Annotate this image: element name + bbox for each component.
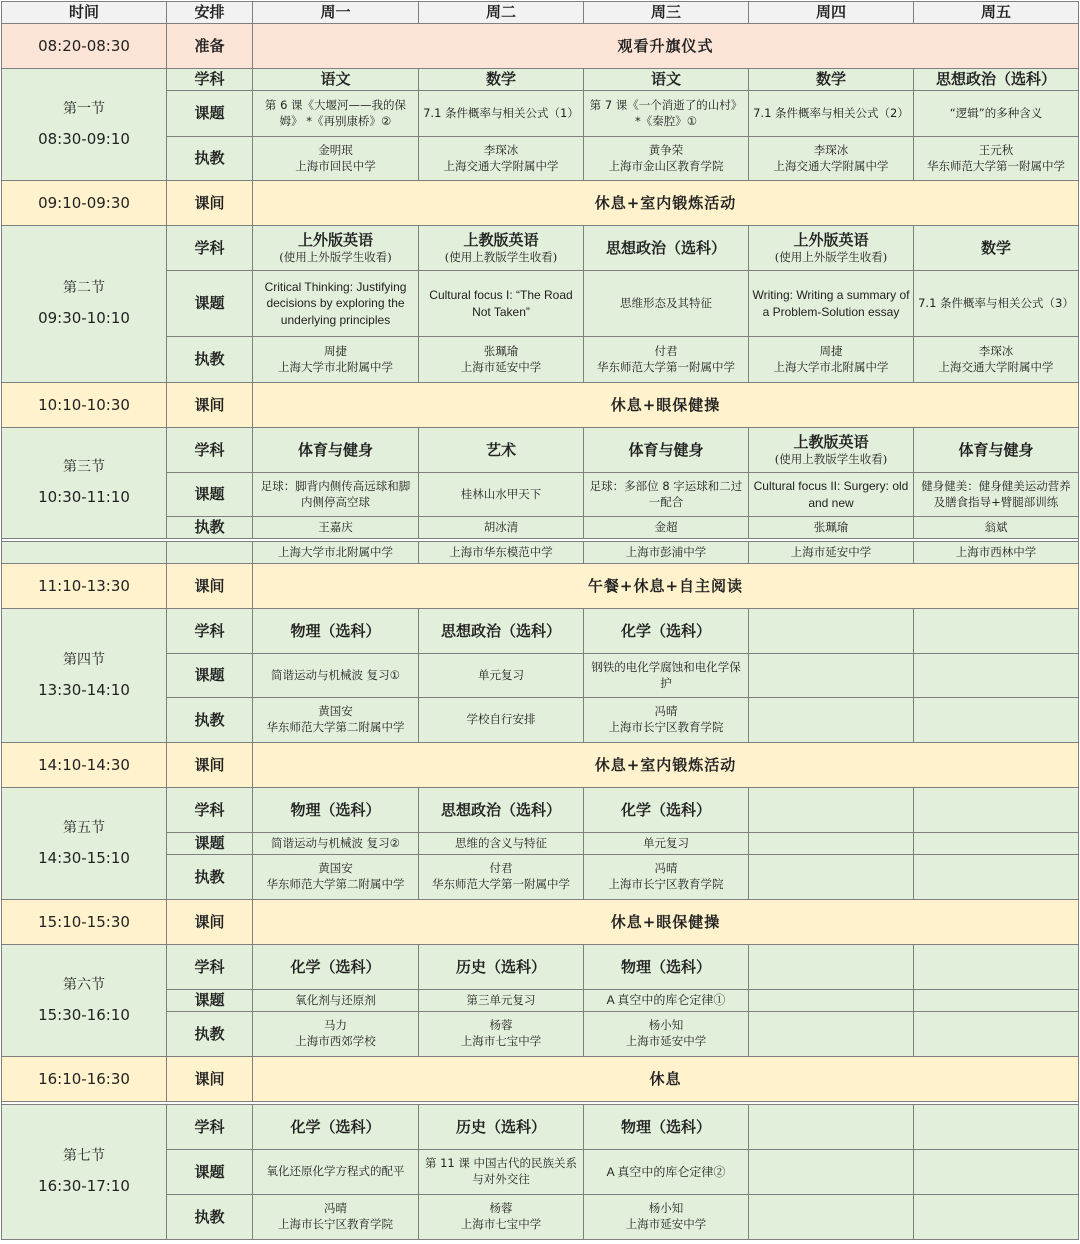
teacher-school: 上海市彭浦中学 [584, 542, 749, 564]
period-section: 第三节 [63, 459, 105, 476]
break-label: 课间 [167, 900, 253, 945]
break-activity: 休息+室内锻炼活动 [253, 743, 1079, 788]
subject-cell [253, 788, 419, 833]
subject-cell [749, 1105, 914, 1150]
topic-cell [749, 1150, 914, 1195]
topic-cell: 第 6 课《大堰河——我的保姆》 *《再别康桥》② [253, 91, 419, 137]
period-time-cell [2, 428, 167, 539]
teacher-school: 上海市延安中学 [460, 359, 542, 374]
teacher-cell [253, 517, 419, 539]
period-time: 14:30-15:10 [38, 848, 130, 867]
period-time-cell [2, 788, 167, 900]
teacher-name: 李琛冰 [978, 343, 1014, 358]
topic-cell [914, 654, 1079, 698]
prep-time: 08:20-08:30 [2, 24, 167, 69]
subject-name: 化学（选科） [620, 800, 711, 819]
topic-cell [914, 990, 1079, 1012]
teacher-cell [419, 137, 584, 181]
topic-cell: Cultural focus I: “The Road Not Taken” [419, 271, 584, 337]
label-topic: 课题 [167, 91, 253, 137]
prep-row [2, 24, 1079, 69]
teacher-name: 胡冰清 [483, 519, 519, 534]
topic-cell: 第 11 课 中国古代的民族关系与对外交往 [419, 1150, 584, 1195]
label-teacher: 执教 [167, 1012, 253, 1057]
teacher-name: 付君 [654, 343, 678, 358]
subject-name: 艺术 [485, 440, 516, 459]
break-row [2, 181, 1079, 226]
teacher-school: 华东师范大学第二附属中学 [266, 877, 405, 891]
label-teacher: 执教 [167, 137, 253, 181]
header-time: 时间 [2, 2, 167, 24]
teacher-school: 上海市长宁区教育学院 [278, 1217, 393, 1231]
teacher-name: 周捷 [819, 343, 843, 358]
topic-cell: 思维形态及其特征 [584, 271, 749, 337]
teacher-school: 上海市延安中学 [749, 542, 914, 564]
teacher-name: 马力 [324, 1018, 347, 1033]
break-row [2, 900, 1079, 945]
teacher-school: 上海市长宁区教育学院 [608, 877, 724, 891]
period-section: 第六节 [63, 976, 105, 993]
topic-cell: A 真空中的库仑定律① [584, 990, 749, 1012]
label-subject: 学科 [167, 226, 253, 271]
teacher-cell [584, 855, 749, 900]
label-topic: 课题 [167, 1150, 253, 1195]
teacher-school: 上海市七宝中学 [460, 1034, 542, 1048]
subject-name: 化学（选科） [620, 621, 711, 640]
period-section: 第七节 [63, 1148, 105, 1165]
period-time-cell [2, 1105, 167, 1240]
subject-name: 化学（选科） [290, 957, 381, 976]
teacher-name: 杨蓉 [489, 1201, 513, 1216]
prep-label: 准备 [167, 24, 253, 69]
teacher-name: 王嘉庆 [318, 519, 353, 534]
teacher-cell [914, 517, 1079, 539]
break-activity: 午餐+休息+自主阅读 [253, 564, 1079, 609]
teacher-school: 上海市回民中学 [295, 158, 376, 173]
subject-cell [914, 1105, 1079, 1150]
period-section: 第一节 [63, 100, 105, 117]
schedule-table [1, 1, 1079, 1240]
teacher-school: 上海交通大学附属中学 [938, 359, 1054, 374]
topic-cell: “逻辑”的多种含义 [914, 91, 1079, 137]
subject-cell [584, 69, 749, 91]
teacher-name: 学校自行安排 [466, 712, 536, 727]
label-subject: 学科 [167, 69, 253, 91]
break-time: 15:10-15:30 [2, 900, 167, 945]
topic-cell: 7.1 条件概率与相关公式（2） [749, 91, 914, 137]
teacher-cell [584, 1012, 749, 1057]
teacher-name: 张珮瑜 [813, 519, 849, 534]
topic-cell: 第三单元复习 [419, 990, 584, 1012]
topic-cell: 钢铁的电化学腐蚀和电化学保护 [584, 654, 749, 698]
teacher-name: 黄争荣 [648, 142, 684, 157]
teacher-cell [914, 137, 1079, 181]
subject-cell [419, 788, 584, 833]
teacher-cell [419, 337, 584, 383]
topic-cell [749, 833, 914, 855]
teacher-school: 华东师范大学第一附属中学 [597, 359, 735, 374]
teacher-cell [749, 517, 914, 539]
teacher-cell [253, 855, 419, 900]
period-subject-row [2, 1105, 1079, 1150]
subject-name: 语文 [320, 70, 351, 89]
header-day-wed: 周三 [584, 2, 749, 24]
break-label: 课间 [167, 181, 253, 226]
subject-note: (使用上外版学生收看) [774, 250, 888, 265]
teacher-school: 华东师范大学第一附属中学 [432, 877, 570, 891]
teacher-name: 杨小知 [648, 1018, 684, 1033]
subject-cell [749, 609, 914, 654]
subject-name: 体育与健身 [297, 440, 373, 459]
topic-cell: 思维的含义与特征 [419, 833, 584, 855]
teacher-cell [419, 1195, 584, 1240]
subject-name: 上教版英语 [463, 231, 539, 250]
teacher-school: 上海大学市北附属中学 [278, 359, 393, 374]
subject-name: 物理（选科） [620, 957, 711, 976]
subject-name: 体育与健身 [958, 440, 1034, 459]
teacher-school: 上海市长宁区教育学院 [608, 720, 724, 734]
subject-cell [419, 1105, 584, 1150]
subject-cell [253, 69, 419, 91]
teacher-cell [914, 1012, 1079, 1057]
teacher-cell [914, 698, 1079, 743]
break-time: 14:10-14:30 [2, 743, 167, 788]
teacher-school: 上海市西郊学校 [295, 1034, 376, 1048]
break-activity: 休息 [253, 1057, 1079, 1102]
break-row [2, 1057, 1079, 1102]
teacher-school: 上海市延安中学 [625, 1217, 707, 1231]
subject-cell [419, 428, 584, 473]
topic-cell: A 真空中的库仑定律② [584, 1150, 749, 1195]
period-subject-row [2, 226, 1079, 271]
teacher-cell [749, 855, 914, 900]
period-time: 13:30-14:10 [38, 680, 130, 699]
teacher-cell [584, 698, 749, 743]
period-school-row [2, 542, 1079, 564]
teacher-school: 华东师范大学第二附属中学 [266, 720, 405, 734]
period-time: 15:30-16:10 [38, 1005, 130, 1024]
break-label: 课间 [167, 564, 253, 609]
subject-cell [749, 69, 914, 91]
teacher-cell [914, 337, 1079, 383]
teacher-name: 付君 [489, 861, 513, 876]
teacher-name: 翁斌 [984, 519, 1008, 534]
topic-cell: Critical Thinking: Justifying decisions by exploring the underlying principles [253, 271, 419, 337]
subject-name: 上教版英语 [793, 433, 869, 452]
label-topic: 课题 [167, 271, 253, 337]
topic-cell: 7.1 条件概率与相关公式（1） [419, 91, 584, 137]
period-subject-row [2, 69, 1079, 91]
period-section: 第二节 [63, 280, 105, 297]
subject-cell [253, 226, 419, 271]
teacher-name: 张珮瑜 [483, 343, 519, 358]
topic-cell: 简谐运动与机械波 复习② [253, 833, 419, 855]
break-activity: 休息+眼保健操 [253, 900, 1079, 945]
label-topic: 课题 [167, 990, 253, 1012]
teacher-name: 杨小知 [648, 1201, 684, 1216]
subject-name: 思想政治（选科） [935, 70, 1056, 89]
topic-cell: 氧化还原化学方程式的配平 [253, 1150, 419, 1195]
teacher-cell [749, 137, 914, 181]
topic-cell: 单元复习 [419, 654, 584, 698]
subject-cell [749, 428, 914, 473]
period-subject-row [2, 788, 1079, 833]
topic-cell: Cultural focus II: Surgery: old and new [749, 473, 914, 517]
subject-cell [914, 609, 1079, 654]
subject-name: 思想政治（选科） [605, 238, 726, 257]
subject-cell [749, 226, 914, 271]
teacher-name: 冯晴 [654, 861, 678, 876]
subject-note: (使用上教版学生收看) [444, 250, 558, 265]
topic-cell: 健身健美：健身健美运动营养及膳食指导+臂腿部训练 [914, 473, 1079, 517]
teacher-cell [419, 1012, 584, 1057]
label-teacher: 执教 [167, 517, 253, 539]
topic-cell: 足球：脚背内侧传高远球和脚内侧停高空球 [253, 473, 419, 517]
subject-name: 体育与健身 [628, 440, 704, 459]
subject-name: 上外版英语 [793, 231, 869, 250]
topic-cell: 桂林山水甲天下 [419, 473, 584, 517]
break-row [2, 743, 1079, 788]
subject-cell [253, 1105, 419, 1150]
teacher-cell [253, 137, 419, 181]
topic-cell [749, 990, 914, 1012]
subject-cell [419, 69, 584, 91]
teacher-school: 上海市七宝中学 [460, 1217, 542, 1231]
teacher-cell [914, 855, 1079, 900]
subject-cell [914, 69, 1079, 91]
teacher-cell [253, 1195, 419, 1240]
teacher-cell [749, 698, 914, 743]
break-label: 课间 [167, 743, 253, 788]
teacher-cell [584, 137, 749, 181]
teacher-cell [253, 337, 419, 383]
header-day-tue: 周二 [419, 2, 584, 24]
period-subject-row [2, 945, 1079, 990]
topic-cell: Writing: Writing a summary of a Problem-Solution essay [749, 271, 914, 337]
teacher-name: 周捷 [324, 343, 347, 358]
teacher-name: 冯晴 [654, 704, 678, 719]
teacher-cell [914, 1195, 1079, 1240]
label-subject: 学科 [167, 788, 253, 833]
break-row [2, 564, 1079, 609]
teacher-name: 冯晴 [324, 1201, 347, 1216]
break-label: 课间 [167, 1057, 253, 1102]
subject-cell [584, 428, 749, 473]
period-time-cell [2, 609, 167, 743]
subject-cell [914, 788, 1079, 833]
subject-note: (使用上外版学生收看) [279, 250, 392, 265]
subject-name: 数学 [980, 238, 1011, 257]
teacher-school: 上海市华东模范中学 [419, 542, 584, 564]
subject-name: 历史（选科） [455, 1117, 546, 1136]
period-time-cell [2, 945, 167, 1057]
teacher-name: 黄国安 [318, 704, 353, 719]
period-time: 08:30-09:10 [38, 129, 130, 148]
teacher-name: 李琛冰 [813, 142, 849, 157]
subject-cell [584, 609, 749, 654]
topic-cell [914, 833, 1079, 855]
break-row [2, 383, 1079, 428]
header-day-thu: 周四 [749, 2, 914, 24]
period-subject-row [2, 428, 1079, 473]
period-school-time-cell [2, 542, 167, 564]
teacher-cell [584, 517, 749, 539]
label-topic: 课题 [167, 654, 253, 698]
period-school-label-cell [167, 542, 253, 564]
teacher-school: 上海大学市北附属中学 [773, 359, 889, 374]
teacher-school: 上海市金山区教育学院 [608, 158, 724, 173]
subject-name: 化学（选科） [290, 1117, 381, 1136]
subject-cell [749, 945, 914, 990]
teacher-name: 金明珉 [318, 142, 353, 157]
subject-cell [419, 945, 584, 990]
teacher-cell [419, 855, 584, 900]
subject-cell [584, 1105, 749, 1150]
label-teacher: 执教 [167, 337, 253, 383]
period-time: 09:30-10:10 [38, 309, 130, 328]
teacher-cell [253, 1012, 419, 1057]
teacher-cell [749, 337, 914, 383]
teacher-cell [253, 698, 419, 743]
subject-cell [419, 609, 584, 654]
label-topic: 课题 [167, 473, 253, 517]
teacher-name: 金超 [654, 519, 678, 534]
label-topic: 课题 [167, 833, 253, 855]
break-activity: 休息+眼保健操 [253, 383, 1079, 428]
teacher-school: 上海市延安中学 [625, 1034, 707, 1048]
break-label: 课间 [167, 383, 253, 428]
period-time-cell [2, 69, 167, 181]
topic-cell: 足球：多部位 8 字运球和二过一配合 [584, 473, 749, 517]
teacher-cell [584, 337, 749, 383]
break-time: 10:10-10:30 [2, 383, 167, 428]
teacher-name: 杨蓉 [489, 1018, 513, 1033]
header-day-mon: 周一 [253, 2, 419, 24]
subject-cell [253, 428, 419, 473]
label-teacher: 执教 [167, 1195, 253, 1240]
header-day-fri: 周五 [914, 2, 1079, 24]
header-arrange: 安排 [167, 2, 253, 24]
topic-cell: 第 7 课《一个消逝了的山村》*《秦腔》① [584, 91, 749, 137]
subject-cell [253, 945, 419, 990]
label-subject: 学科 [167, 945, 253, 990]
teacher-cell [584, 1195, 749, 1240]
topic-cell [914, 1150, 1079, 1195]
subject-name: 物理（选科） [290, 621, 381, 640]
teacher-school: 上海交通大学附属中学 [443, 158, 559, 173]
subject-name: 物理（选科） [290, 800, 381, 819]
period-time-cell [2, 226, 167, 383]
subject-name: 物理（选科） [620, 1117, 711, 1136]
label-teacher: 执教 [167, 698, 253, 743]
subject-cell [253, 609, 419, 654]
label-subject: 学科 [167, 609, 253, 654]
prep-activity: 观看升旗仪式 [253, 24, 1079, 69]
topic-cell: 简谐运动与机械波 复习① [253, 654, 419, 698]
subject-name: 历史（选科） [455, 957, 546, 976]
teacher-school: 上海大学市北附属中学 [253, 542, 419, 564]
subject-cell [914, 428, 1079, 473]
topic-cell: 单元复习 [584, 833, 749, 855]
teacher-name: 黄国安 [318, 861, 353, 876]
teacher-cell [749, 1195, 914, 1240]
subject-note: (使用上教版学生收看) [774, 452, 888, 467]
subject-cell [419, 226, 584, 271]
subject-name: 思想政治（选科） [440, 800, 561, 819]
teacher-cell [749, 1012, 914, 1057]
teacher-name: 王元秋 [978, 142, 1014, 157]
label-subject: 学科 [167, 428, 253, 473]
subject-name: 语文 [650, 70, 681, 89]
subject-cell [584, 788, 749, 833]
subject-name: 数学 [485, 70, 516, 89]
teacher-name: 李琛冰 [483, 142, 519, 157]
subject-cell [914, 226, 1079, 271]
label-teacher: 执教 [167, 855, 253, 900]
subject-cell [749, 788, 914, 833]
period-time: 16:30-17:10 [38, 1177, 130, 1196]
subject-cell [584, 226, 749, 271]
period-subject-row [2, 609, 1079, 654]
break-activity: 休息+室内锻炼活动 [253, 181, 1079, 226]
teacher-cell [419, 698, 584, 743]
teacher-school: 华东师范大学第一附属中学 [927, 158, 1065, 173]
teacher-school: 上海市西林中学 [914, 542, 1079, 564]
subject-name: 思想政治（选科） [440, 621, 561, 640]
header-row [2, 2, 1079, 24]
topic-cell: 7.1 条件概率与相关公式（3） [914, 271, 1079, 337]
subject-cell [584, 945, 749, 990]
topic-cell: 氧化剂与还原剂 [253, 990, 419, 1012]
topic-cell [749, 654, 914, 698]
period-section: 第五节 [63, 819, 105, 836]
teacher-school: 上海交通大学附属中学 [773, 158, 889, 173]
break-time: 16:10-16:30 [2, 1057, 167, 1102]
subject-cell [914, 945, 1079, 990]
teacher-cell [419, 517, 584, 539]
subject-name: 数学 [815, 70, 846, 89]
period-section: 第四节 [63, 651, 105, 668]
break-time: 09:10-09:30 [2, 181, 167, 226]
period-time: 10:30-11:10 [38, 488, 130, 507]
break-time: 11:10-13:30 [2, 564, 167, 609]
label-subject: 学科 [167, 1105, 253, 1150]
subject-name: 上外版英语 [297, 231, 373, 250]
